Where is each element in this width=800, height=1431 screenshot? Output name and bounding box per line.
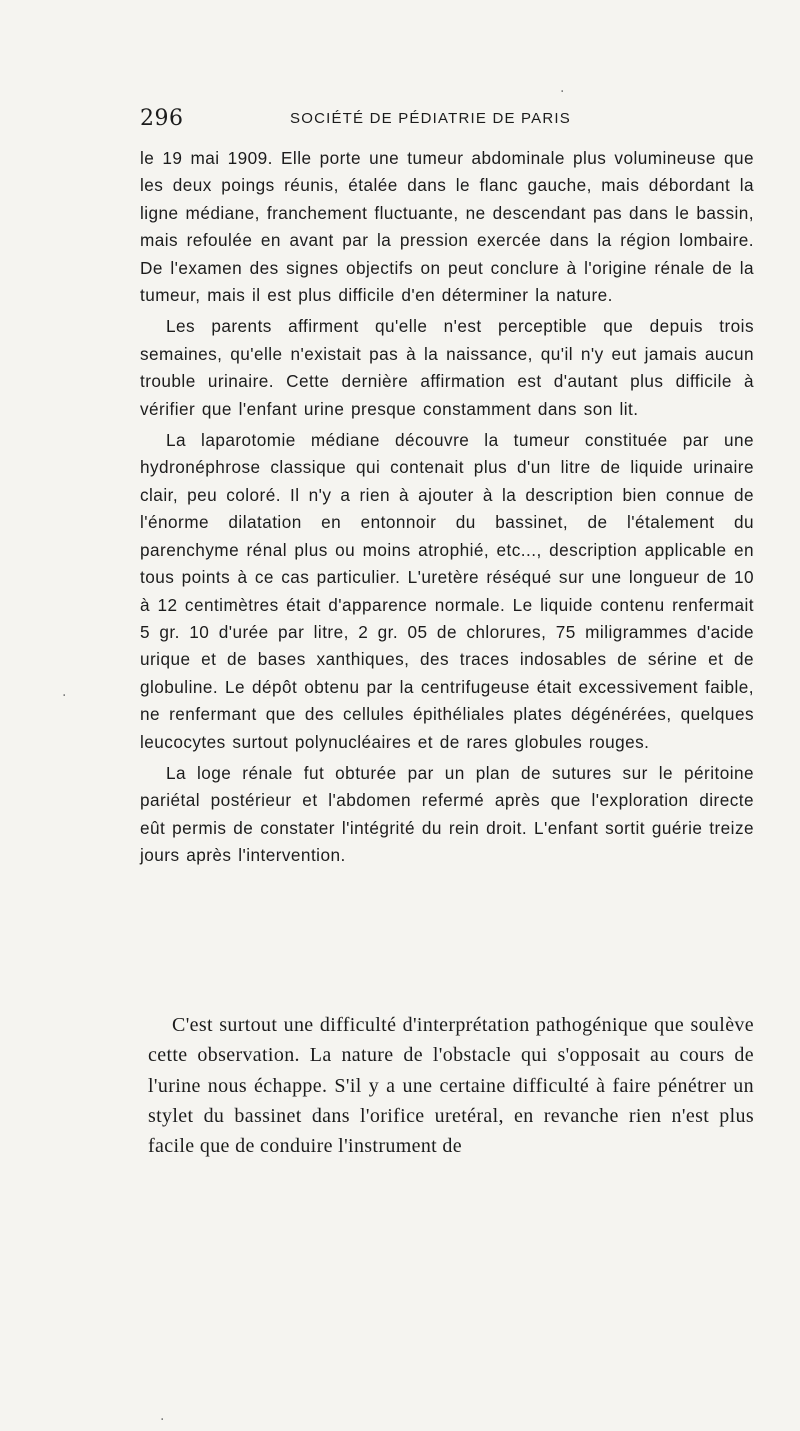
scan-speck: · — [560, 84, 565, 100]
paragraph-laparotomy: La laparotomie médiane découvre la tumeur constituée par une hydronéphrose classique qui contenait plus d'un litre de liquide urinaire clair, peu coloré. Il n'y a rien à ajouter à la description bien connue de l'énorme dilatation en entonnoir du bassinet, de l'étalement du parenchyme rénal plus ou moins atrophié, etc..., description applicable en tous points à ce cas particulier. L'uretère réséqué sur une longueur de 10 à 12 centimètres était d'apparence normale. Le liquide contenu renfermait 5 gr. 10 d'urée par litre, 2 gr. 05 de chlorures, 75 miligrammes d'acide urique et de bases xanthiques, des traces indosables de sérine et de globuline. Le dépôt obtenu par la centrifugeuse était excessivement faible, ne renfermant que des cellules épithéliales plates dégénérées, quelques leucocytes surtout polynucléaires et de rares globules rouges. — [140, 430, 754, 752]
paragraph-discussion: C'est surtout une difficulté d'interprétation pathogénique que soulève cette observation. La nature de l'obstacle qui s'opposait au cours de l'urine nous échappe. S'il y a une certaine difficulté à faire pénétrer un stylet du bassinet dans l'orifice uretéral, en revanche rien n'est plus facile que de conduire l'instrument de — [148, 1014, 754, 1158]
case-report-text — [140, 145, 754, 870]
scan-speck: · — [62, 688, 67, 704]
discussion-text — [148, 1010, 754, 1161]
paragraph-continuation: le 19 mai 1909. Elle porte une tumeur abdominale plus volumineuse que les deux poings réunis, étalée dans le flanc gauche, mais débordant la ligne médiane, franchement fluctuante, ne descendant pas dans le bassin, mais refoulée en avant par la pression exercée dans la région lombaire. De l'examen des signes objectifs on peut conclure à l'origine rénale de la tumeur, mais il est plus difficile d'en déterminer la nature. — [140, 148, 754, 306]
running-header — [140, 106, 754, 136]
paragraph-outcome: La loge rénale fut obturée par un plan de sutures sur le péritoine pariétal postérieur et l'abdomen refermé après que l'exploration directe eût permis de constater l'intégrité du rein droit. L'enfant sortit guérie treize jours après l'intervention. — [140, 762, 754, 866]
journal-title: SOCIÉTÉ DE PÉDIATRIE DE PARIS — [290, 110, 571, 127]
page-number: 296 — [140, 106, 184, 131]
paragraph-history: Les parents affirment qu'elle n'est perceptible que depuis trois semaines, qu'elle n'existait pas à la naissance, qu'il n'y eut jamais aucun trouble urinaire. Cette dernière affirmation est d'autant plus difficile à vérifier que l'enfant urine presque constamment dans son lit. — [140, 316, 754, 419]
scan-speck: · — [160, 1412, 165, 1428]
